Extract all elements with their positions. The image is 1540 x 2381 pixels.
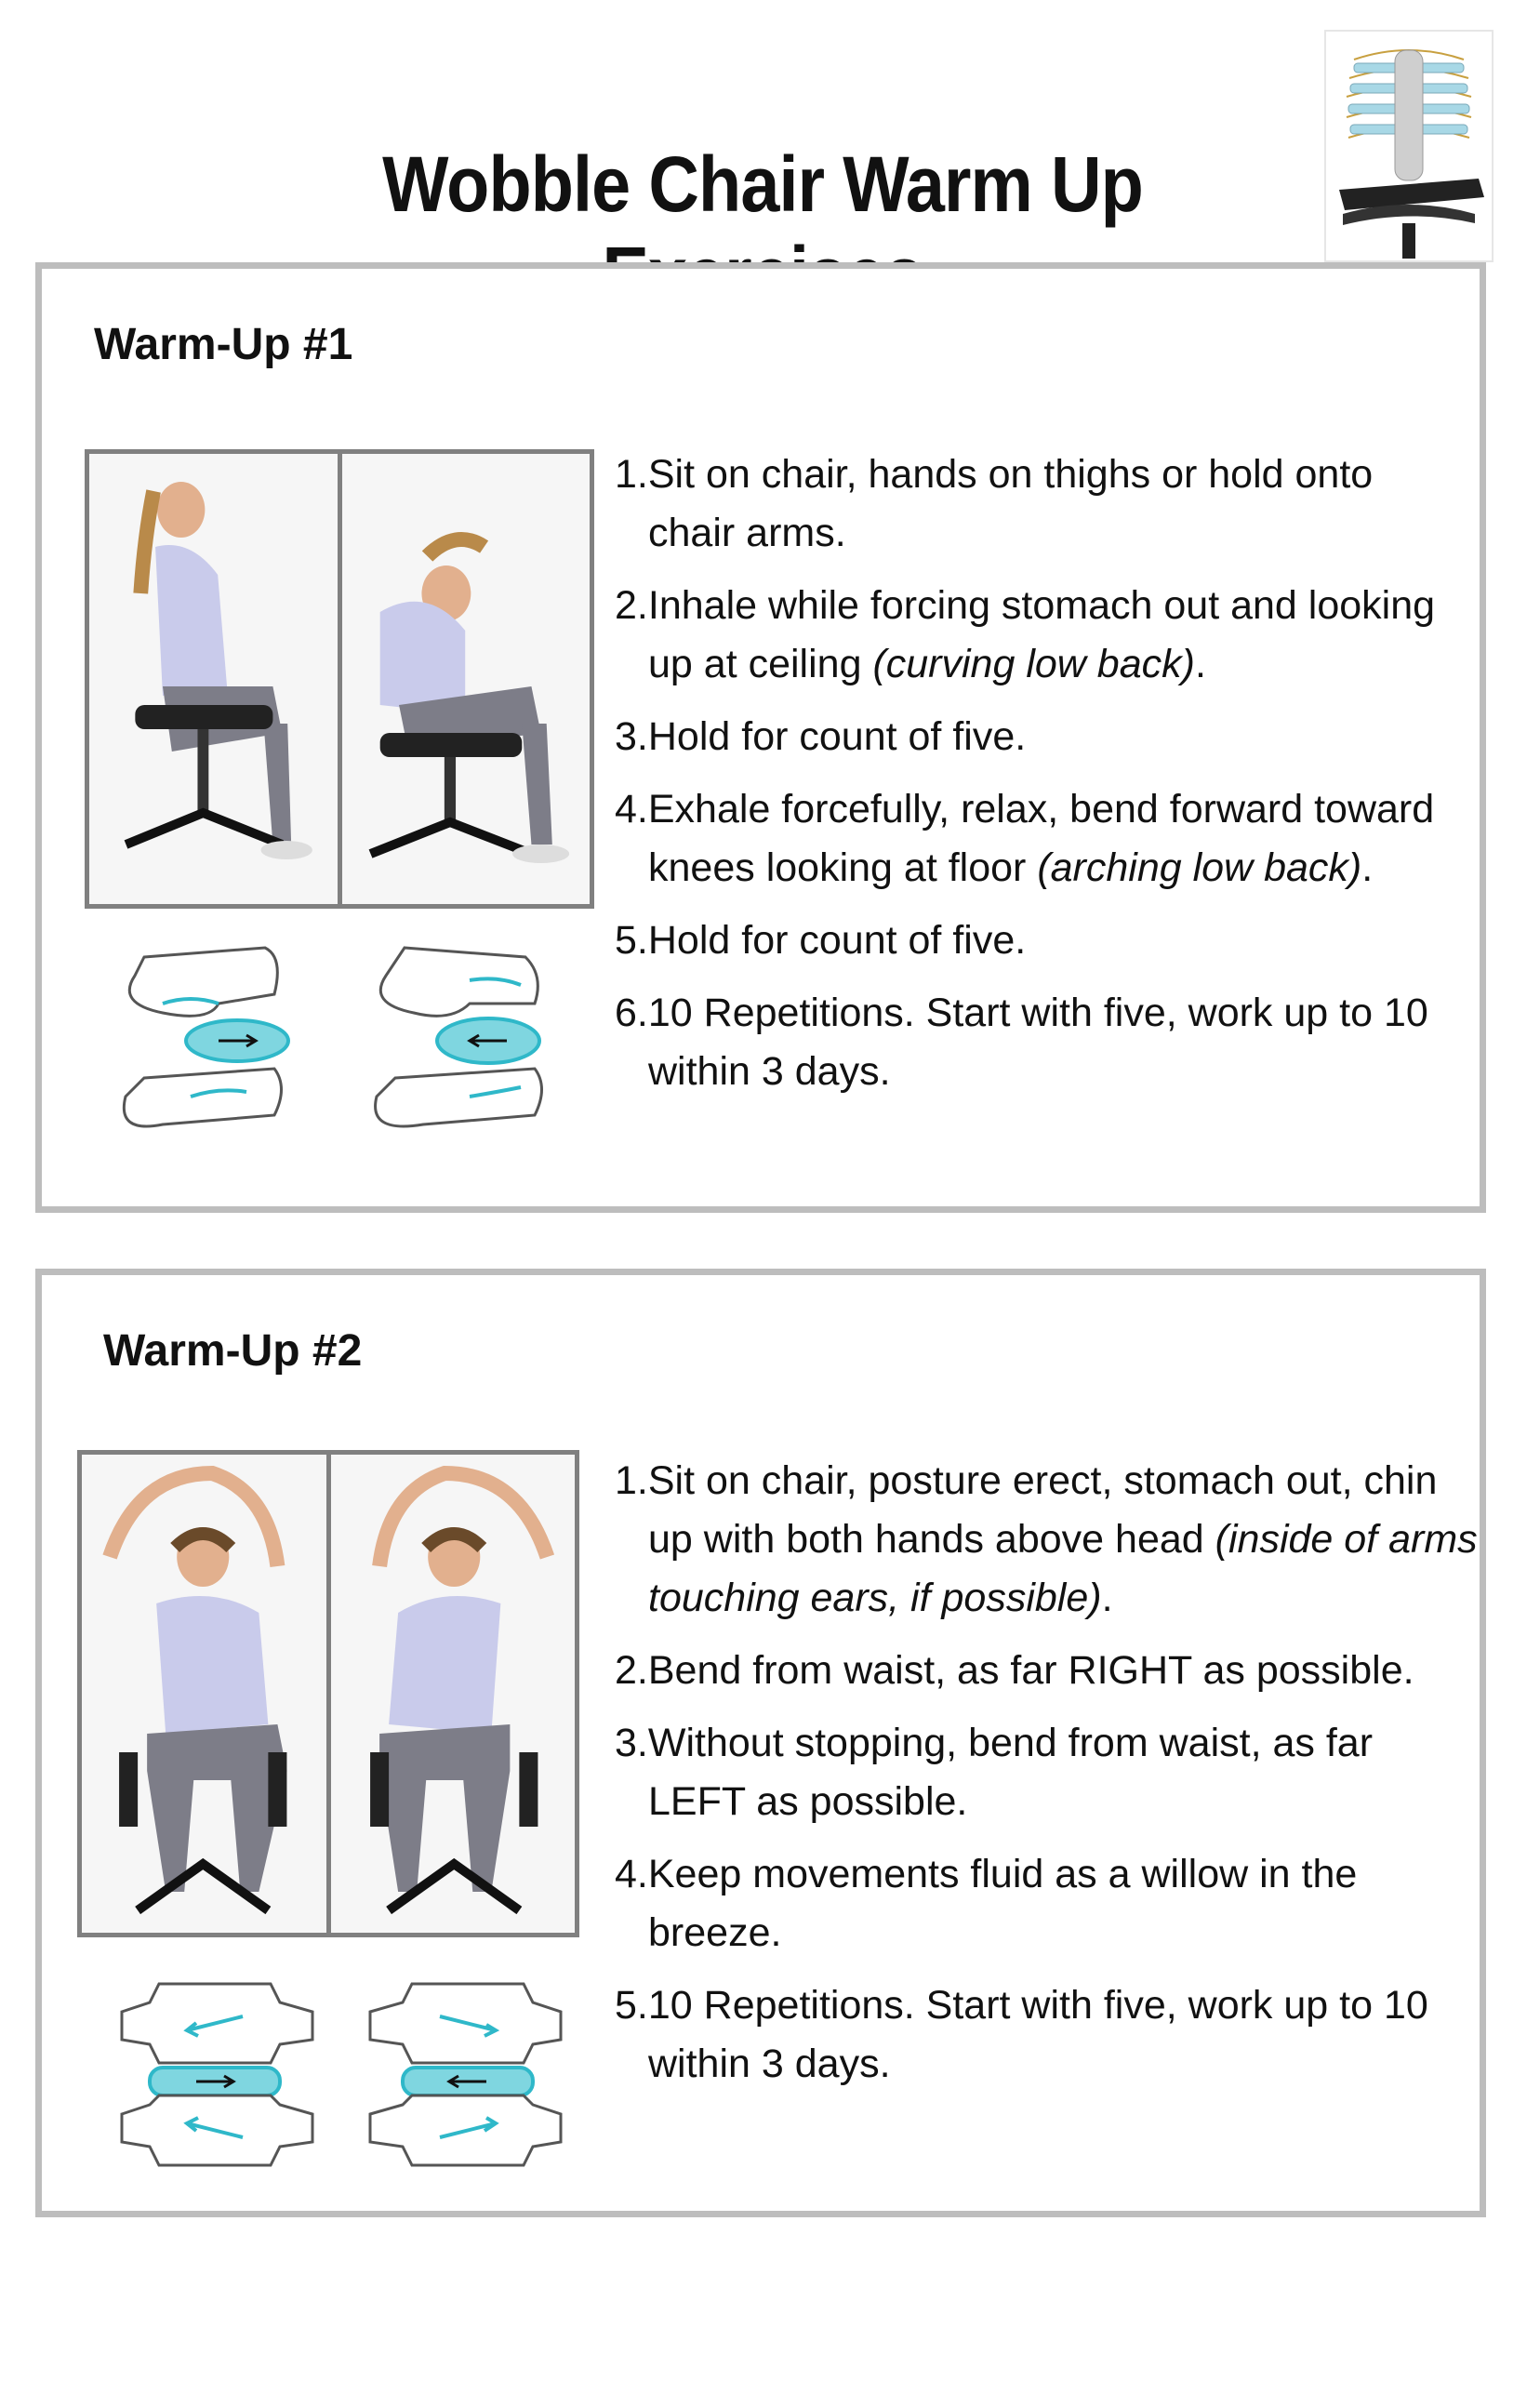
step-item: 1.Sit on chair, posture erect, stomach out, chin up with both hands above head (inside of arms touching ears, if possible).	[615, 1458, 1478, 1620]
warmup-2-steps	[615, 1452, 1480, 2108]
warmup-2-heading: Warm-Up #2	[103, 1326, 363, 1376]
step-item: 4.Keep movements fluid as a willow in the breeze.	[615, 1852, 1358, 1955]
woman-looking-up-photo	[89, 454, 338, 904]
spine-arching-diagram-icon	[358, 929, 572, 1143]
step-item: 4.Exhale forcefully, relax, bend forward toward knees looking at floor (arching low back).	[615, 787, 1435, 890]
step-item: 2.Inhale while forcing stomach out and looking up at ceiling (curving low back).	[615, 583, 1436, 686]
spine-bend-left-diagram-icon	[347, 1975, 589, 2179]
step-item: 3.Hold for count of five.	[615, 714, 1027, 759]
woman-bending-right-photo	[82, 1455, 326, 1933]
page-title: Wobble Chair Warm Up	[382, 140, 1143, 228]
warmup-2-photos	[77, 1450, 579, 1937]
woman-bending-left-photo	[326, 1455, 576, 1933]
step-item: 2.Bend from waist, as far RIGHT as possible.	[615, 1648, 1414, 1693]
warmup-1-photos	[85, 449, 594, 909]
woman-bending-forward-photo	[338, 454, 591, 904]
warmup-2-panel	[35, 1269, 1486, 2217]
step-item: 6.10 Repetitions. Start with five, work up to 10 within 3 days.	[615, 991, 1428, 1094]
step-item: 5.10 Repetitions. Start with five, work up to 10 within 3 days.	[615, 1983, 1428, 2086]
warmup-1-steps	[615, 446, 1470, 1115]
spine-bend-right-diagram-icon	[94, 1975, 336, 2179]
warmup-1-heading: Warm-Up #1	[94, 320, 353, 369]
warmup-1-panel	[35, 262, 1486, 1213]
step-item: 5.Hold for count of five.	[615, 918, 1027, 963]
step-item: 1.Sit on chair, hands on thighs or hold onto chair arms.	[615, 452, 1374, 555]
spine-curving-diagram-icon	[107, 938, 302, 1143]
spine-chair-logo-icon	[1324, 30, 1494, 262]
step-item: 3.Without stopping, bend from waist, as far LEFT as possible.	[615, 1721, 1374, 1824]
